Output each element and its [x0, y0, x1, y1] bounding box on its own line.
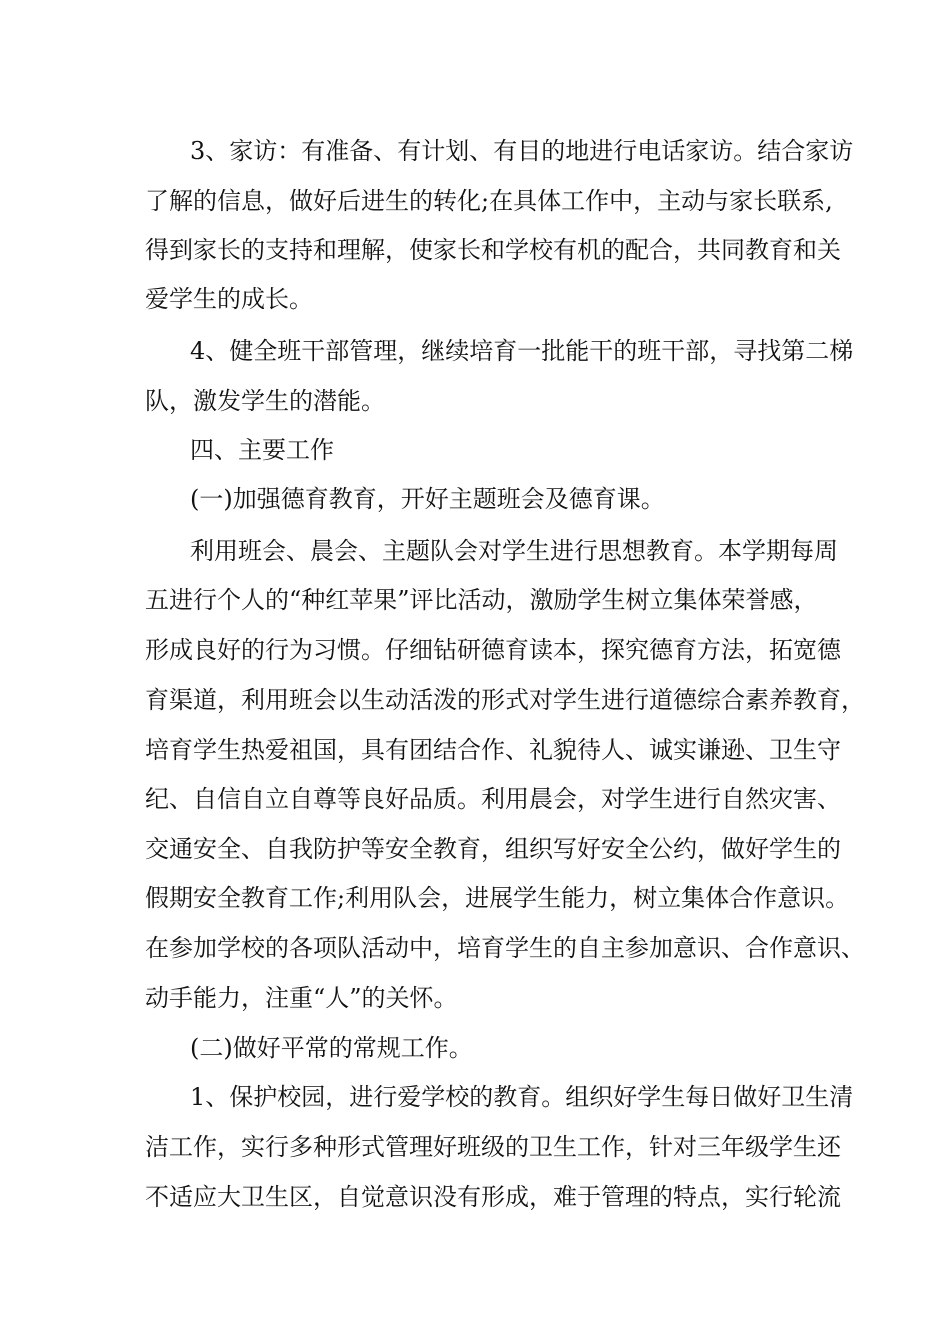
paragraph-line: 4、健全班干部管理，继续培育一批能干的班干部，寻找第二梯 — [190, 337, 854, 365]
subsection-heading: (一)加强德育教育，开好主题班会及德育课。 — [190, 485, 665, 513]
paragraph-line: 了解的信息，做好后进生的转化;在具体工作中，主动与家长联系, — [145, 187, 833, 215]
paragraph-line: 动手能力，注重“人”的关怀。 — [145, 984, 458, 1012]
section-heading: 四、主要工作 — [190, 436, 334, 464]
paragraph-line: 洁工作，实行多种形式管理好班级的卫生工作，针对三年级学生还 — [145, 1133, 841, 1161]
paragraph-line: 1、保护校园，进行爱学校的教育。组织好学生每日做好卫生清 — [190, 1083, 854, 1111]
paragraph-line: 交通安全、自我防护等安全教育，组织写好安全公约，做好学生的 — [145, 835, 841, 863]
paragraph-line: 假期安全教育工作;利用队会，进展学生能力，树立集体合作意识。 — [145, 884, 850, 912]
paragraph-line: 不适应大卫生区，自觉意识没有形成，难于管理的特点，实行轮流 — [145, 1183, 841, 1211]
paragraph-line: 纪、自信自立自尊等良好品质。利用晨会，对学生进行自然灾害、 — [145, 785, 841, 813]
paragraph-line: 爱学生的成长。 — [145, 285, 313, 313]
paragraph-line: 育渠道，利用班会以生动活泼的形式对学生进行道德综合素养教育， — [145, 686, 865, 714]
paragraph-line: 培育学生热爱祖国，具有团结合作、礼貌待人、诚实谦逊、卫生守 — [145, 736, 841, 764]
paragraph-line: 五进行个人的“种红苹果”评比活动，激励学生树立集体荣誉感， — [145, 586, 818, 614]
paragraph-line: 3、家访：有准备、有计划、有目的地进行电话家访。结合家访 — [190, 137, 854, 165]
subsection-heading: (二)做好平常的常规工作。 — [190, 1034, 473, 1062]
paragraph-line: 在参加学校的各项队活动中，培育学生的自主参加意识、合作意识、 — [145, 934, 865, 962]
paragraph-line: 得到家长的支持和理解，使家长和学校有机的配合，共同教育和关 — [145, 236, 841, 264]
paragraph-line: 形成良好的行为习惯。仔细钻研德育读本，探究德育方法，拓宽德 — [145, 636, 841, 664]
paragraph-line: 利用班会、晨会、主题队会对学生进行思想教育。本学期每周 — [190, 537, 838, 565]
paragraph-line: 队，激发学生的潜能。 — [145, 387, 385, 415]
